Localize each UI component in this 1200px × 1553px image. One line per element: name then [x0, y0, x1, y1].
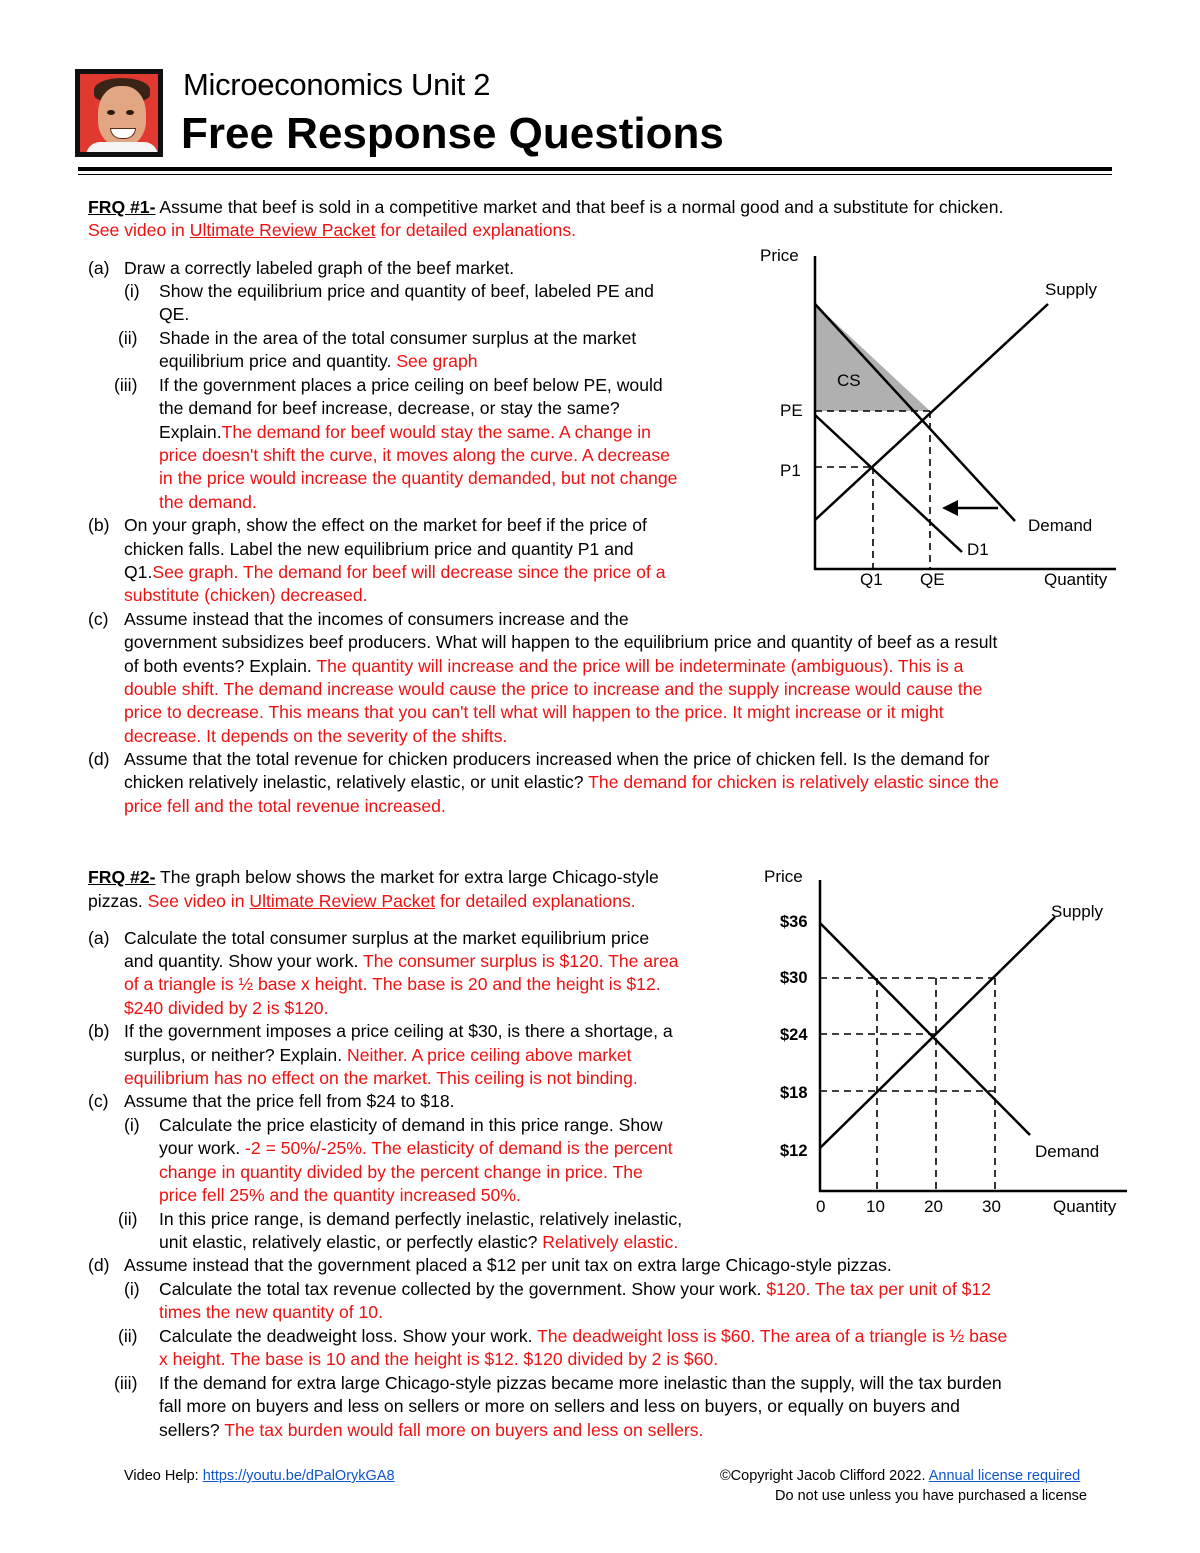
frq2-c-i-answer3: price fell 25% and the quantity increased 50%.	[159, 1185, 521, 1205]
quantity-axis-label: Quantity	[1044, 570, 1108, 589]
video-help: Video Help: https://youtu.be/dPalOrykGA8	[124, 1468, 395, 1484]
frq1-c-marker: (c)	[88, 609, 109, 629]
frq1-a-iii-answer2: price doesn't shift the curve, it moves along the curve. A decrease	[159, 445, 670, 465]
frq2-c-ii-text: In this price range, is demand perfectly inelastic, relatively inelastic,	[159, 1209, 683, 1229]
frq2-c-ii-text2: unit elastic, relatively elastic, or perfectly elastic? Relatively elastic.	[159, 1232, 679, 1252]
frq2-d-ii-answer: The deadweight loss is $60. The area of a triangle is ½ base	[532, 1326, 1008, 1346]
q1-label: Q1	[860, 570, 883, 589]
frq2-d-iii-answer: The tax burden would fall more on buyers and less on sellers.	[219, 1420, 704, 1440]
frq2-a-marker: (a)	[88, 928, 110, 948]
pizza-market-graph	[755, 860, 1135, 1220]
license-link[interactable]: Annual license required	[928, 1468, 1081, 1484]
header-rule-thin	[78, 174, 1112, 175]
frq2-a-text2: and quantity. Show your work. The consumer surplus is $120. The area	[124, 951, 679, 971]
frq1-a-iii-answer3: in the price would increase the quantity demanded, but not change	[159, 468, 678, 488]
qty-tick-0: 0	[816, 1197, 826, 1216]
frq2-d-i-text: Calculate the total tax revenue collected by the government. Show your work. $120. The tax per unit of $12	[159, 1279, 991, 1299]
page-title: Free Response Questions	[181, 109, 724, 158]
frq2-review-packet-link[interactable]: Ultimate Review Packet	[249, 891, 436, 911]
price-tick-24: $24	[780, 1026, 808, 1044]
supply-label: Supply	[1045, 280, 1097, 299]
frq2-a-answer3: $240 divided by 2 is $120.	[124, 998, 329, 1018]
license-notice: Do not use unless you have purchased a license	[775, 1488, 1087, 1504]
frq1-a-marker: (a)	[88, 258, 110, 278]
frq2-b-answer: Neither. A price ceiling above market	[342, 1045, 632, 1065]
frq2-c-i-text: Calculate the price elasticity of demand in this price range. Show	[159, 1115, 663, 1135]
price-tick-12: $12	[780, 1142, 808, 1160]
page-subtitle: Microeconomics Unit 2	[183, 67, 491, 102]
frq2-prompt2: pizzas. See video in Ultimate Review Packet for detailed explanations.	[88, 891, 636, 911]
frq1-a-text: Draw a correctly labeled graph of the beef market.	[124, 258, 515, 278]
demand-curve	[820, 923, 1030, 1135]
frq1-a-iii-text: If the government places a price ceiling on beef below PE, would	[159, 375, 663, 395]
frq1-a-i-marker: (i)	[124, 281, 140, 301]
frq1-a-i-text: Show the equilibrium price and quantity of beef, labeled PE and	[159, 281, 654, 301]
frq1-video-note: See video in Ultimate Review Packet for detailed explanations.	[88, 220, 577, 240]
frq1-prompt: FRQ #1- Assume that beef is sold in a competitive market and that beef is a normal good and a substitute for chicken.	[88, 197, 1004, 217]
header-rule-thick	[78, 167, 1112, 171]
consumer-surplus-area	[815, 304, 930, 411]
frq2-d-marker: (d)	[88, 1255, 110, 1275]
frq2-b-answer2: equilibrium has no effect on the market. This ceiling is not binding.	[124, 1068, 638, 1088]
frq1-a-ii-text2: equilibrium price and quantity. See graph	[159, 351, 478, 371]
frq2-c-i-text2: your work. -2 = 50%/-25%. The elasticity of demand is the percent	[159, 1138, 673, 1158]
quantity-axis-label: Quantity	[1053, 1197, 1117, 1216]
frq2-c-marker: (c)	[88, 1091, 109, 1111]
demand-label: Demand	[1028, 516, 1093, 535]
frq1-b-text2: chicken falls. Label the new equilibrium price and quantity P1 and	[124, 539, 634, 559]
frq1-review-packet-link[interactable]: Ultimate Review Packet	[189, 220, 376, 240]
frq1-c-text2: government subsidizes beef producers. What will happen to the equilibrium price and quantity of beef as a result	[124, 632, 998, 652]
frq1-b-answer: See graph. The demand for beef will decrease since the price of a	[152, 562, 666, 582]
supply-curve	[820, 917, 1055, 1148]
frq2-d-iii-text: If the demand for extra large Chicago-style pizzas became more inelastic than the supply, will the tax burden	[159, 1373, 1002, 1393]
shift-arrow-head	[942, 500, 958, 516]
frq1-d-answer: The demand for chicken is relatively elastic since the	[583, 772, 999, 792]
frq2-a-text: Calculate the total consumer surplus at the market equilibrium price	[124, 928, 650, 948]
frq1-a-iii-text3: Explain.The demand for beef would stay the same. A change in	[159, 422, 651, 442]
p1-label: P1	[780, 461, 801, 480]
frq2-b-text: If the government imposes a price ceiling at $30, is there a shortage, a	[124, 1021, 673, 1041]
price-tick-18: $18	[780, 1084, 808, 1102]
frq1-b-text3: Q1.See graph. The demand for beef will decrease since the price of a	[124, 562, 666, 582]
frq2-c-text: Assume that the price fell from $24 to $18.	[124, 1091, 455, 1111]
frq1-label: FRQ #1-	[88, 197, 156, 217]
frq1-d-marker: (d)	[88, 749, 110, 769]
frq2-label: FRQ #2-	[88, 867, 156, 887]
d1-label: D1	[967, 540, 989, 559]
frq1-d-text: Assume that the total revenue for chicken producers increased when the price of chicken fell. Is the demand for	[124, 749, 990, 769]
price-axis-label: Price	[764, 867, 803, 886]
frq1-a-iii-marker: (iii)	[114, 375, 138, 395]
frq2-d-i-answer2: times the new quantity of 10.	[159, 1302, 383, 1322]
frq1-a-ii-marker: (ii)	[118, 328, 138, 348]
frq2-a-answer: The consumer surplus is $120. The area	[358, 951, 679, 971]
cs-label: CS	[837, 371, 861, 390]
qty-tick-10: 10	[866, 1197, 885, 1216]
frq1-c-answer: The quantity will increase and the price will be indeterminate (ambiguous). This is a	[316, 656, 964, 676]
qty-tick-20: 20	[924, 1197, 943, 1216]
frq1-a-ii-answer: See graph	[391, 351, 478, 371]
frq2-b-marker: (b)	[88, 1021, 110, 1041]
frq2-d-i-answer: $120. The tax per unit of $12	[761, 1279, 991, 1299]
frq1-c-answer4: decrease. It depends on the severity of the shifts.	[124, 726, 508, 746]
qty-tick-30: 30	[982, 1197, 1001, 1216]
frq2-prompt: FRQ #2- The graph below shows the market for extra large Chicago-style	[88, 867, 659, 887]
copyright: ©Copyright Jacob Clifford 2022. Annual license required	[720, 1468, 1081, 1484]
frq1-b-answer2: substitute (chicken) decreased.	[124, 585, 368, 605]
frq2-c-i-answer2: change in quantity divided by the percent change in price. The	[159, 1162, 643, 1182]
frq1-a-i-text2: QE.	[159, 304, 190, 324]
beef-market-graph	[750, 238, 1130, 598]
frq2-d-ii-text: Calculate the deadweight loss. Show your work. The deadweight loss is $60. The area of a triangle is ½ base	[159, 1326, 1008, 1346]
frq1-a-iii-answer: The demand for beef would stay the same. A change in	[221, 422, 651, 442]
frq1-c-text: Assume instead that the incomes of consumers increase and the	[124, 609, 629, 629]
supply-label: Supply	[1051, 902, 1103, 921]
frq2-c-i-answer: -2 = 50%/-25%. The elasticity of demand is the percent	[240, 1138, 673, 1158]
frq2-d-text: Assume instead that the government placed a $12 per unit tax on extra large Chicago-style pizzas.	[124, 1255, 892, 1275]
frq1-d-answer2: price fell and the total revenue increased.	[124, 796, 446, 816]
demand-d1-curve	[815, 415, 962, 552]
frq1-a-ii-text: Shade in the area of the total consumer surplus at the market	[159, 328, 637, 348]
frq1-a-iii-answer4: the demand.	[159, 492, 257, 512]
demand-label: Demand	[1035, 1142, 1100, 1161]
frq2-c-i-marker: (i)	[124, 1115, 140, 1135]
frq1-b-marker: (b)	[88, 515, 110, 535]
frq2-a-answer2: of a triangle is ½ base x height. The base is 20 and the height is $12.	[124, 974, 661, 994]
frq1-b-text: On your graph, show the effect on the market for beef if the price of	[124, 515, 647, 535]
frq2-c-ii-marker: (ii)	[118, 1209, 138, 1229]
author-photo	[75, 69, 163, 157]
price-tick-30: $30	[780, 969, 808, 987]
supply-curve	[815, 304, 1048, 520]
pe-label: PE	[780, 401, 803, 420]
frq2-d-iii-text3: sellers? The tax burden would fall more on buyers and less on sellers.	[159, 1420, 704, 1440]
frq1-c-text3: of both events? Explain. The quantity will increase and the price will be indeterminate (ambiguous). This is a	[124, 656, 964, 676]
frq2-d-iii-text2: fall more on buyers and less on sellers or more on sellers and less on buyers, or equally on buyers and	[159, 1396, 960, 1416]
frq2-d-ii-marker: (ii)	[118, 1326, 138, 1346]
video-help-link[interactable]: https://youtu.be/dPalOrykGA8	[202, 1468, 395, 1484]
frq1-c-answer2: double shift. The demand increase would cause the price to increase and the supply increase would cause the	[124, 679, 983, 699]
frq1-d-text2: chicken relatively inelastic, relatively elastic, or unit elastic? The demand for chicken is relatively elastic since the	[124, 772, 999, 792]
frq2-d-iii-marker: (iii)	[114, 1373, 138, 1393]
frq1-a-iii-text2: the demand for beef increase, decrease, or stay the same?	[159, 398, 620, 418]
qe-label: QE	[920, 570, 945, 589]
frq2-c-ii-answer: Relatively elastic.	[537, 1232, 679, 1252]
price-tick-36: $36	[780, 913, 808, 931]
frq2-d-ii-answer2: x height. The base is 10 and the height is $12. $120 divided by 2 is $60.	[159, 1349, 719, 1369]
demand-curve	[815, 304, 1015, 521]
price-axis-label: Price	[760, 246, 799, 265]
frq2-b-text2: surplus, or neither? Explain. Neither. A price ceiling above market	[124, 1045, 632, 1065]
frq1-c-answer3: price to decrease. This means that you can't tell what will happen to the price. It might increase or it might	[124, 702, 944, 722]
frq2-d-i-marker: (i)	[124, 1279, 140, 1299]
